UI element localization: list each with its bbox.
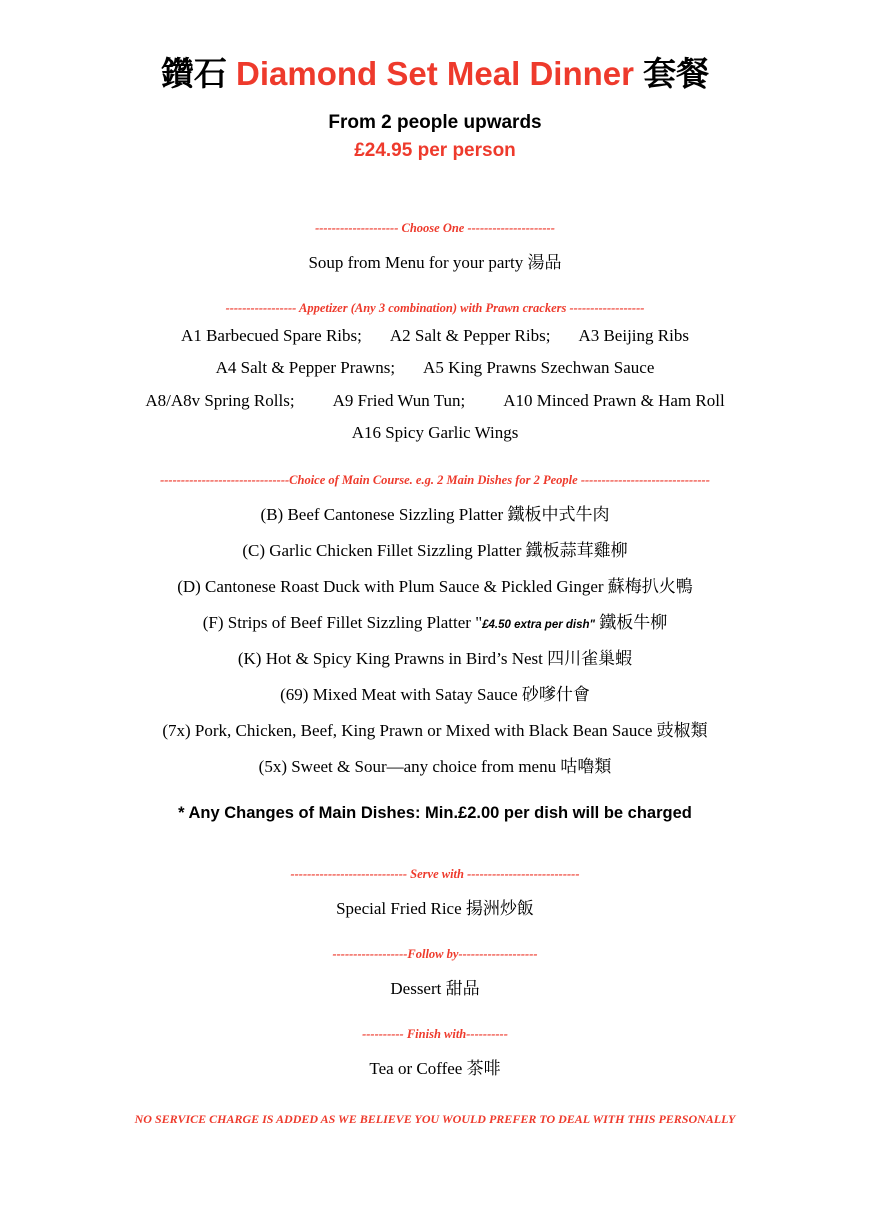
- section-follow-by: ------------------Follow by-------------------: [332, 947, 538, 961]
- appetizer-item: A5 King Prawns Szechwan Sauce: [423, 358, 655, 377]
- main-dish-b: (B) Beef Cantonese Sizzling Platter 鐵板中式牛肉: [260, 505, 610, 524]
- appetizer-row-2: [0, 358, 870, 378]
- main-dish-f-name: (F) Strips of Beef Fillet Sizzling Platter ": [202, 613, 483, 632]
- section-finish-with: ---------- Finish with----------: [362, 1027, 508, 1041]
- main-dish-f: [0, 608, 870, 633]
- appetizer-item: A9 Fried Wun Tun;: [332, 391, 466, 410]
- dessert-item: Dessert 甜品: [390, 979, 480, 998]
- appetizer-item: A2 Salt & Pepper Ribs;: [389, 326, 551, 345]
- soup-item: Soup from Menu for your party 湯品: [308, 253, 562, 272]
- appetizer-row-4: [0, 423, 870, 443]
- section-serve-with: ---------------------------- Serve with ---------------------------: [290, 867, 580, 881]
- appetizer-item: A8/A8v Spring Rolls;: [145, 391, 295, 410]
- title-cjk-right: 套餐: [643, 55, 710, 92]
- people-requirement: From 2 people upwards: [328, 112, 542, 133]
- drink-item: Tea or Coffee 茶啡: [369, 1059, 501, 1078]
- main-dish-7x: (7x) Pork, Chicken, Beef, King Prawn or Mixed with Black Bean Sauce 豉椒類: [162, 721, 708, 740]
- main-dish-c: (C) Garlic Chicken Fillet Sizzling Platter 鐵板蒜茸雞柳: [242, 541, 628, 560]
- changes-notice: * Any Changes of Main Dishes: Min.£2.00 per dish will be charged: [178, 804, 692, 822]
- price-per-person: £24.95 per person: [354, 140, 516, 161]
- extra-charge-note: £4.50 extra per dish": [482, 619, 595, 631]
- rice-item: Special Fried Rice 揚洲炒飯: [336, 899, 534, 918]
- section-main-course: -------------------------------Choice of Main Course. e.g. 2 Main Dishes for 2 People -------------------------------: [160, 473, 710, 487]
- section-appetizer: ----------------- Appetizer (Any 3 combination) with Prawn crackers ------------------: [225, 301, 645, 315]
- main-dish-5x: (5x) Sweet & Sour—any choice from menu 咕嚕類: [258, 757, 612, 776]
- appetizer-item: A4 Salt & Pepper Prawns;: [215, 358, 396, 377]
- title-english: Diamond Set Meal Dinner: [236, 55, 634, 92]
- main-dish-k: (K) Hot & Spicy King Prawns in Bird’s Nest 四川雀巢蝦: [237, 649, 633, 668]
- appetizer-row-3: [0, 391, 870, 411]
- service-charge-footer: NO SERVICE CHARGE IS ADDED AS WE BELIEVE YOU WOULD PREFER TO DEAL WITH THIS PERSONALLY: [134, 1112, 736, 1126]
- appetizer-item: A16 Spicy Garlic Wings: [351, 423, 519, 442]
- appetizer-row-1: [0, 326, 870, 346]
- main-dish-d: (D) Cantonese Roast Duck with Plum Sauce & Pickled Ginger 蘇梅扒火鴨: [177, 577, 693, 596]
- section-choose-one: -------------------- Choose One ---------------------: [315, 221, 555, 235]
- appetizer-item: A1 Barbecued Spare Ribs;: [181, 326, 362, 345]
- main-dish-f-cjk: 鐵板牛柳: [594, 613, 668, 632]
- appetizer-item: A3 Beijing Ribs: [578, 326, 689, 345]
- title-cjk-left: 鑽石: [160, 55, 227, 92]
- main-dish-69: (69) Mixed Meat with Satay Sauce 砂嗲什會: [280, 685, 590, 704]
- menu-title: [0, 48, 870, 95]
- appetizer-item: A10 Minced Prawn & Ham Roll: [503, 391, 725, 410]
